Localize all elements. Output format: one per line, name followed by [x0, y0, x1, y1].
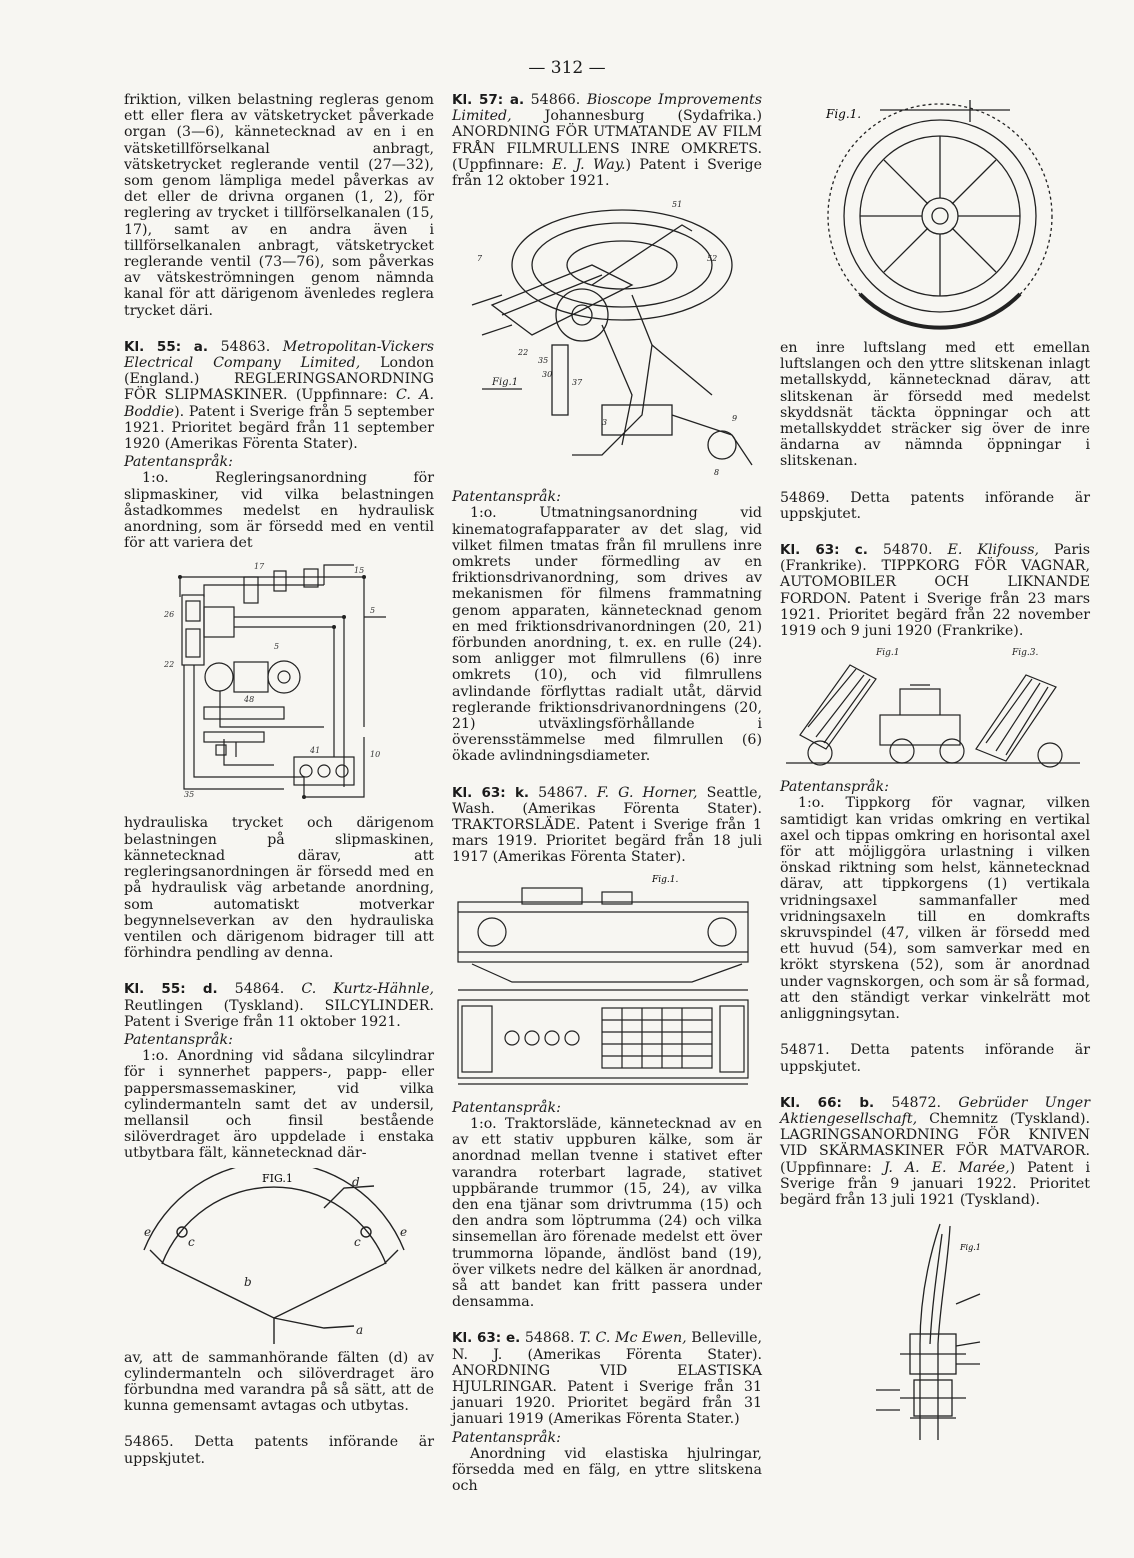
entry-54864 — [124, 981, 434, 1030]
figure-label: Fig.1 — [960, 1243, 981, 1253]
patent-number: 54872. — [891, 1094, 942, 1111]
company-name: Bioscope Improvements Limited, — [452, 92, 762, 125]
svg-text:41: 41 — [310, 746, 321, 756]
entry-54865: 54865. Detta patents införande är uppskjutet. — [124, 1434, 434, 1467]
patent-number: 54866. — [530, 92, 581, 108]
patent-number: 54863. — [220, 338, 271, 355]
claim-text-continued: en inre luftslang med ett emellan luftslangen och den yttre slitskenan inlagt metallskydd, kännetecknad därav, att slitskenan är försedd med medelst skyddsnät täckta öppningar och att metallskyddet sträcker sig över de inre ändarna av nämnda öppningar i slitskenan. — [780, 340, 1090, 470]
svg-text:22: 22 — [518, 348, 529, 358]
column-1 — [124, 92, 434, 1467]
entry-54867 — [452, 785, 762, 866]
claim-text-continued: hydrauliska trycket och därigenom belastningen på slipmaskinen, kännetecknad därav, att regleringsanordningen är försedd med en på hydraulisk väg arbetande anordning, som automatiskt motverkar begynnelseverkan av den hydrauliska ventilen och därigenom bidrager till att förhindra pendling av denna. — [124, 815, 434, 962]
entry-body: Paris (Frankrike). TIPPKORG FÖR VAGNAR, AUTOMOBILER OCH LIKNANDE FORDON. Patent i Sverige från 23 mars 1921. Prioritet begärd från 22 november 1919 och 9 juni 1920 (Frankrike). — [780, 542, 1090, 640]
svg-text:5: 5 — [370, 606, 376, 616]
fig-letter: e — [144, 1224, 152, 1239]
entry-body: Johannesburg (Sydafrika.) ANORDNING FÖR UTMATANDE AV FILM FRÅN FILMRULLENS INRE OMKRETS. (Uppfinnare: — [452, 108, 762, 173]
entry-54872 — [780, 1095, 1090, 1208]
patent-number: 54870. — [882, 542, 933, 559]
fig-letter: e — [400, 1224, 408, 1239]
hydraulic-circuit-figure — [124, 557, 434, 809]
class-label: Kl. 55: a. — [124, 338, 209, 355]
figure-label: Fig.1 — [492, 377, 519, 389]
svg-text:37: 37 — [572, 378, 583, 388]
class-label: Kl. 66: b. — [780, 1094, 875, 1111]
class-label: Kl. 57: a. — [452, 92, 525, 108]
entry-54863 — [124, 339, 434, 452]
entry-tail: ) Patent i Sverige från 12 oktober 1921. — [452, 156, 762, 190]
claim-text: Anordning vid elastiska hjulringar, försedda med en fälg, en yttre slitskena och — [452, 1445, 762, 1495]
svg-text:48: 48 — [244, 695, 255, 705]
company-name: Gebrüder Unger Aktiengesellschaft, — [780, 1094, 1090, 1127]
entry-54866 — [452, 92, 762, 189]
claims-heading: Patentanspråk: — [452, 1099, 561, 1116]
fig-letter: d — [352, 1174, 360, 1189]
claim-text-continued: av, att de sammanhörande fälten (d) av cylindermanteln och silöverdraget äro förbundna med varandra på så sätt, att de kunna gemensamt avtagas och utbytas. — [124, 1349, 434, 1415]
company-name: C. Kurtz-Hähnle, — [301, 981, 434, 998]
company-name: Metropolitan-Vickers Electrical Company Limited, — [124, 338, 434, 372]
paragraph-intro: friktion, vilken belastning regleras genom ett eller flera av vätsketrycket påverkade organ (3—6), kännetecknad av en i en vätsketillförselkanal anbragt, vätsketrycket reglerande ventil (27—32), som genom lämpliga medel påverkas av det eller de drivna organen (1, 2), för reglering av trycket i tillförselkanalen (15, 17), samt av en andra även i tillförselkanalen anbragt, vätsketrycket reglerande ventil (73—76), som påverkas av vätskeströmningen genom nämnda kanal för att därigenom ävenledes reglera trycket däri. — [124, 92, 434, 319]
svg-text:35: 35 — [538, 356, 549, 366]
fig-letter: a — [356, 1322, 364, 1337]
entry-body: Seattle, Wash. (Amerikas Förenta Stater). TRAKTORSLÄDE. Patent i Sverige från 1 mars 1919. Prioritet begärd från 18 juli 1917 (Amerikas Förenta Stater). — [452, 784, 763, 866]
inventor-name: E. J. Way. — [552, 156, 626, 173]
page-number: — 312 — — [528, 58, 606, 78]
claims-heading: Patentanspråk: — [124, 1031, 233, 1048]
figure-label: Fig.1. — [652, 874, 679, 885]
patent-number: 54868. — [524, 1330, 575, 1347]
fig-letter: c — [354, 1234, 361, 1249]
entry-54869: 54869. Detta patents införande är uppskjutet. — [780, 489, 1090, 522]
svg-text:51: 51 — [672, 200, 683, 210]
svg-text:5: 5 — [274, 642, 280, 652]
claims-heading: Patentanspråk: — [452, 1429, 561, 1446]
class-label: Kl. 63: c. — [780, 542, 868, 559]
svg-text:8: 8 — [714, 468, 720, 478]
claims-heading: Patentanspråk: — [780, 779, 889, 796]
fig-letter: b — [244, 1274, 252, 1289]
entry-54870 — [780, 542, 1090, 639]
claim-text: 1:o. Tippkorg för vagnar, vilken samtidigt kan vridas omkring en vertikal axel och tippas omkring en horisontal axel för att möjliggöra urlastning i vilken önskad riktning som helst, kännetecknad därav, att tippkorgens (1) vertikala vridningsaxel sammanfaller med vridningsaxeln till en domkrafts skruvspindel (47, vilken är försedd med ett huvud (54), som samverkar med en krökt styrskena (52), som är anordnad under vagnskorgen, och som är så formad, att den ständigt verkar vinkelrätt mot anliggningsytan. — [780, 795, 1090, 1023]
tractor-sled-figure — [452, 872, 762, 1094]
entry-tail: ) Patent i Sverige från 9 januari 1922. Prioritet begärd från 13 juli 1921 (Tyskland). — [780, 1159, 1090, 1208]
svg-text:26: 26 — [164, 610, 175, 620]
inventor-name: C. A. Boddie — [124, 387, 435, 420]
svg-text:17: 17 — [254, 562, 265, 572]
figure-label: Fig.1 — [876, 648, 900, 659]
silcylinder-figure — [124, 1168, 434, 1344]
patent-number: 54864. — [234, 981, 285, 998]
inventor-name: J. A. E. Marée, — [883, 1159, 1010, 1176]
knife-bearing-figure — [780, 1214, 1090, 1446]
claim-text: 1:o. Utmatningsanordning vid kinematografapparater av det slag, vid vilket filmen tmatas från fil mrullens inre omkrets under förmedling av en friktionsdrivanordning, som drives av mekanismen för filmens frammatning genom apparaten, kännetecknad genom en med friktionsdrivanordningen (20, 21) förbunden anordning, t. ex. en rulle (24). som anligger mot filmrullens (6) inre omkrets (10), och vid filmrullens avlindande förflyttas radialt utåt, därvid reglerande friktionsdrivanordningens (20, 21) utväxlingsförhållande i överensstämmelse med filmrullen (6) ökade avlindningsdiameter. — [452, 505, 762, 765]
company-name: E. Klifouss, — [947, 542, 1040, 559]
entry-body: London (England.) REGLERINGSANORDNING FÖR SLIPMASKINER. (Uppfinnare: — [124, 355, 434, 404]
svg-text:3: 3 — [602, 418, 608, 428]
film-feed-mechanism-figure — [452, 195, 762, 483]
figure-label: FIG.1 — [262, 1171, 293, 1185]
svg-text:7: 7 — [477, 254, 483, 264]
tipping-body-figure — [780, 645, 1090, 773]
svg-text:30: 30 — [542, 370, 553, 380]
column-3 — [780, 92, 1090, 1452]
svg-text:9: 9 — [732, 414, 738, 424]
figure-label: Fig.1. — [826, 107, 862, 121]
claims-heading: Patentanspråk: — [452, 489, 561, 506]
entry-body: Reutlingen (Tyskland). SILCYLINDER. Patent i Sverige från 11 oktober 1921. — [124, 997, 434, 1030]
entry-54871: 54871. Detta patents införande är uppskjutet. — [780, 1042, 1090, 1075]
class-label: Kl. 55: d. — [124, 981, 218, 998]
svg-text:10: 10 — [370, 750, 381, 760]
entry-body: Chemnitz (Tyskland). LAGRINGSANORDNING FÖR KNIVEN VID SKÄRMASKINER FÖR MATVAROR. (Uppfinnare: — [780, 1110, 1091, 1176]
elastic-wheel-figure — [780, 98, 1090, 334]
company-name: T. C. Mc Ewen, — [579, 1330, 687, 1347]
claim-text: 1:o. Traktorsläde, kännetecknad av en av ett stativ uppburen kälke, som är anordnad mellan tvenne i stativet efter varandra roterbart lagrade, stativet uppbärande trummor (15, 24), av vilka den ena tjänar som drivtrumma (15) och den andra som löptrumma (24) och vilka sinsemellan äro förenade medelst ett över trummorna löpande, ändlöst band (19), över vilkets nedre del kälken är anordnad, så att bandet kan fritt passera under densamma. — [452, 1115, 762, 1311]
svg-text:15: 15 — [354, 566, 365, 576]
claims-heading: Patentanspråk: — [124, 454, 233, 471]
patent-number: 54867. — [538, 784, 588, 801]
claim-text: 1:o. Regleringsanordning för slipmaskiner, vid vilka belastningen åstadkommes medelst en hydraulisk anordning, som är försedd med en ventil för att variera det — [124, 470, 434, 552]
svg-text:35: 35 — [184, 790, 195, 800]
fig-letter: c — [188, 1234, 195, 1249]
class-label: Kl. 63: e. — [452, 1330, 521, 1347]
svg-text:52: 52 — [707, 254, 718, 264]
figure-label: Fig.3. — [1012, 648, 1039, 659]
claim-text: 1:o. Anordning vid sådana silcylindrar för i synnerhet pappers-, papp- eller pappersmassemaskiner, vid vilka cylindermanteln samt det av undersil, mellansil och finsil bestående silöverdraget äro uppdelade i enstaka utbytbara fält, kännetecknad där- — [124, 1048, 434, 1162]
column-2 — [452, 92, 762, 1494]
company-name: F. G. Horner, — [596, 784, 698, 801]
svg-text:22: 22 — [164, 660, 175, 670]
entry-body: Belleville, N. J. (Amerikas Förenta Stater). ANORDNING VID ELASTISKA HJULRINGAR. Patent i Sverige från 31 januari 1920. Prioritet begärd från 31 januari 1919 (Amerikas Förenta Stater.) — [452, 1330, 763, 1428]
entry-tail: ). Patent i Sverige från 5 september 1921. Prioritet begärd från 11 september 1920 (Amerikas Förenta Stater). — [124, 403, 434, 453]
entry-54868 — [452, 1330, 762, 1427]
class-label: Kl. 63: k. — [452, 784, 530, 801]
